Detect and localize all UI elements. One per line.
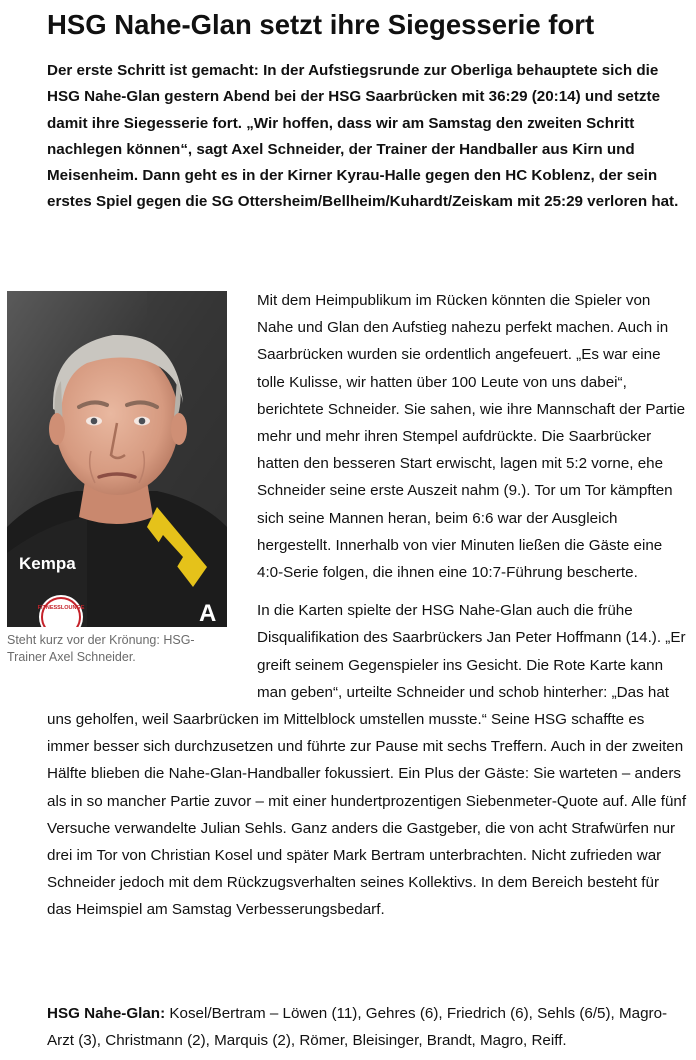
shirt-letter: A <box>199 600 217 627</box>
squad-players: Kosel/Bertram – Löwen (11), Gehres (6), Friedrich (6), Sehls (6/5), Magro-Arzt (3), Christmann (2), Marquis (2), Römer, Bleisinger, Brandt, Magro, Reiff. <box>47 1005 668 1049</box>
article-body <box>47 287 687 935</box>
photo-caption: Steht kurz vor der Krönung: HSG-Trainer Axel Schneider. <box>7 633 195 664</box>
body-paragraph: Mit dem Heimpublikum im Rücken könnten die Spieler von Nahe und Glan den Aufstieg nahezu perfekt machen. Auch in Saarbrücken wurden sie ordentlich angefeuert. „Es war eine tolle Kulisse, wir hatten über 100 Leute von uns dabei“, berichtete Schneider. Sie sahen, wie ihre Mannschaft der Partie mehr und mehr ihren Stempel aufdrückte. Die Saarbrücker hatten den besseren Start erwischt, lagen mit 5:2 vorne, ehe Schneider seine erste Auszeit nahm (9.). Tor um Tor kämpften sich seine Mannen heran, beim 6:6 war der Ausgleich hergestellt. Innerhalb von vier Minuten ließen die Gäste eine 4:0-Serie folgen, die ihnen eine 10:7-Führung bescherte. <box>257 292 686 582</box>
badge-text: FITNESSLOUNGE <box>37 605 85 611</box>
body-paragraph: In die Karten spielte der HSG Nahe-Glan auch die frühe Disqualifikation des Saarbrückers Jan Peter Hoffmann (14.). „Er greift seinem Gegenspieler ins Gesicht. Die Rote Karte kann man geben“, urteilte Schneider und schob hinterher: „Das hat uns geholfen, weil Saarbrücken im Mittelblock umstellen musste.“ Seine HSG schaffte es immer besser sich durchzusetzen und führte zur Pause mit sechs Treffern. Auch in der zweiten Hälfte blieben die Nahe-Glan-Handballer fokussiert. Ein Plus der Gäste: Sie warteten – anders als in so mancher Partie zuvor – mit einer hundertprozentigen Siebenmeter-Quote auf. Alle fünf Versuche verwandelte Julian Sehls. Ganz anders die Gastgeber, die von acht Strafwürfen nur drei im Tor von Christian Kosel und später Mark Bertram unterbrachten. Nicht zufrieden war Schneider jedoch mit dem Rückzugsverhalten seines Kollektivs. In dem Bereich besteht für das Heimspiel am Samstag Verbesserungsbedarf. <box>47 602 687 919</box>
photo-spacer <box>47 287 257 698</box>
jacket-brand-text: Kempa <box>19 554 76 573</box>
squad-team: HSG Nahe-Glan: <box>47 1005 166 1022</box>
squad-line <box>47 1000 692 1054</box>
article-headline: HSG Nahe-Glan setzt ihre Siegesserie fort <box>47 9 595 40</box>
article-lead: Der erste Schritt ist gemacht: In der Aufstiegsrunde zur Oberliga behauptete sich die HSG Nahe-Glan gestern Abend bei der HSG Saarbrücken mit 36:29 (20:14) und setzte damit ihre Siegesserie fort. „Wir hoffen, dass wir am Samstag den zweiten Schritt nachlegen können“, sagt Axel Schneider, der Trainer der Handballer aus Kirn und Meisenheim. Dann geht es in der Kirner Kyrau-Halle gegen den HC Koblenz, der sein erstes Spiel gegen die SG Ottersheim/Bellheim/Kuhardt/Zeiskam mit 25:29 verloren hat. <box>47 62 679 211</box>
